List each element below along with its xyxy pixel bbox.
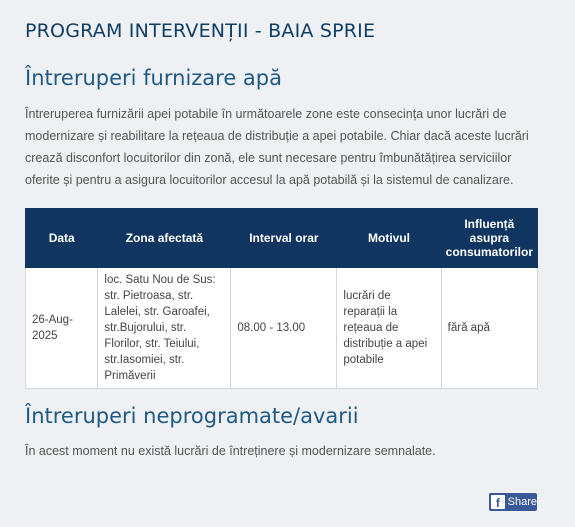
cell-reason: lucrări de reparații la rețeaua de distribuție a apei potabile xyxy=(337,268,441,389)
page-title: PROGRAM INTERVENȚII - BAIA SPRIE xyxy=(25,20,376,42)
table-row xyxy=(26,268,538,389)
unplanned-outages-description: În acest moment nu există lucrări de întreținere și modernizare semnalate. xyxy=(25,444,436,458)
cell-impact: fără apă xyxy=(441,268,537,389)
column-header-interval: Interval orar xyxy=(231,209,337,268)
table-header-row xyxy=(26,209,538,268)
column-header-date: Data xyxy=(26,209,98,268)
column-header-zone: Zona afectată xyxy=(98,209,231,268)
share-label: Share xyxy=(507,496,537,508)
outages-table xyxy=(25,208,538,389)
column-header-impact: Influență asupra consumatorilor xyxy=(441,209,537,268)
cell-interval: 08.00 - 13.00 xyxy=(231,268,337,389)
facebook-icon: f xyxy=(491,495,505,509)
facebook-share-button[interactable] xyxy=(489,493,537,511)
planned-outages-description: Întreruperea furnizării apei potabile în următoarele zone este consecința unor lucrări de modernizare și reabilitare la rețeaua de distribuție a apei potabile. Chiar dacă aceste lucrări crează disconfort locuitorilor din zonă, ele sunt necesare pentru îmbunătățirea serviciilor oferite și pentru a asigura locuitorilor accesul la apă potabilă și la sistemul de canalizare. xyxy=(25,107,529,187)
planned-outages-heading: Întreruperi furnizare apă xyxy=(25,66,283,90)
cell-date: 26-Aug-2025 xyxy=(26,268,98,389)
column-header-reason: Motivul xyxy=(337,209,441,268)
cell-zone: loc. Satu Nou de Sus: str. Pietroasa, str. Lalelei, str. Garoafei, str.Bujorului, str. Florilor, str. Teiului, str.Iasomiei, str. Primăverii xyxy=(98,268,231,389)
unplanned-outages-heading: Întreruperi neprogramate/avarii xyxy=(25,404,359,428)
